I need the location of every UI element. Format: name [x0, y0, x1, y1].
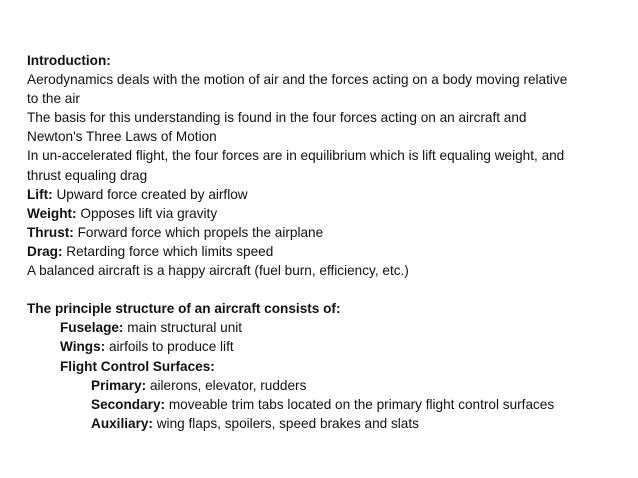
structure-desc: airfoils to produce lift	[105, 339, 234, 355]
surface-term: Auxiliary:	[91, 415, 153, 431]
force-item-drag	[27, 242, 627, 261]
surface-desc: wing flaps, spoilers, speed brakes and slats	[152, 415, 419, 431]
spacer	[27, 280, 627, 299]
structure-term: Wings:	[60, 339, 106, 355]
surface-item-primary	[27, 376, 627, 395]
force-term: Drag:	[27, 243, 63, 259]
intro-heading: Introduction:	[27, 53, 111, 68]
intro-paragraph-line: to the air	[27, 91, 80, 107]
intro-paragraph-line: Newton's Three Laws of Motion	[27, 129, 217, 145]
flight-control-surfaces-heading: Flight Control Surfaces:	[60, 358, 215, 374]
surface-desc: ailerons, elevator, rudders	[146, 377, 307, 393]
surface-desc: moveable trim tabs located on the primary flight control surfaces	[165, 396, 555, 412]
structure-heading: The principle structure of an aircraft consists of:	[27, 301, 341, 317]
structure-item-wings	[27, 337, 627, 356]
intro-paragraph-line: In un-accelerated flight, the four forces are in equilibrium which is lift equaling weight, and	[27, 148, 565, 164]
intro-paragraph-line: thrust equaling drag	[27, 167, 148, 183]
surface-item-secondary	[27, 395, 627, 414]
force-desc: Upward force created by airflow	[52, 186, 248, 202]
force-term: Lift:	[27, 186, 53, 202]
surface-term: Secondary:	[91, 396, 166, 412]
slide-content	[27, 51, 627, 433]
force-desc: Retarding force which limits speed	[62, 243, 274, 259]
intro-closing: A balanced aircraft is a happy aircraft (fuel burn, efficiency, etc.)	[27, 263, 409, 279]
force-item-thrust	[27, 223, 627, 242]
force-term: Weight:	[27, 205, 77, 221]
surface-term: Primary:	[91, 377, 147, 393]
structure-term: Fuselage:	[60, 320, 124, 336]
intro-paragraph-line: The basis for this understanding is found in the four forces acting on an aircraft and	[27, 110, 527, 126]
surface-item-auxiliary	[27, 414, 627, 433]
intro-paragraph-line: Aerodynamics deals with the motion of air and the forces acting on a body moving relative	[27, 72, 568, 88]
force-desc: Forward force which propels the airplane	[73, 224, 324, 240]
structure-desc: main structural unit	[123, 320, 243, 336]
structure-item-fuselage	[27, 318, 627, 337]
force-item-lift	[27, 185, 627, 204]
force-item-weight	[27, 204, 627, 223]
force-term: Thrust:	[27, 224, 74, 240]
force-desc: Opposes lift via gravity	[76, 205, 218, 221]
